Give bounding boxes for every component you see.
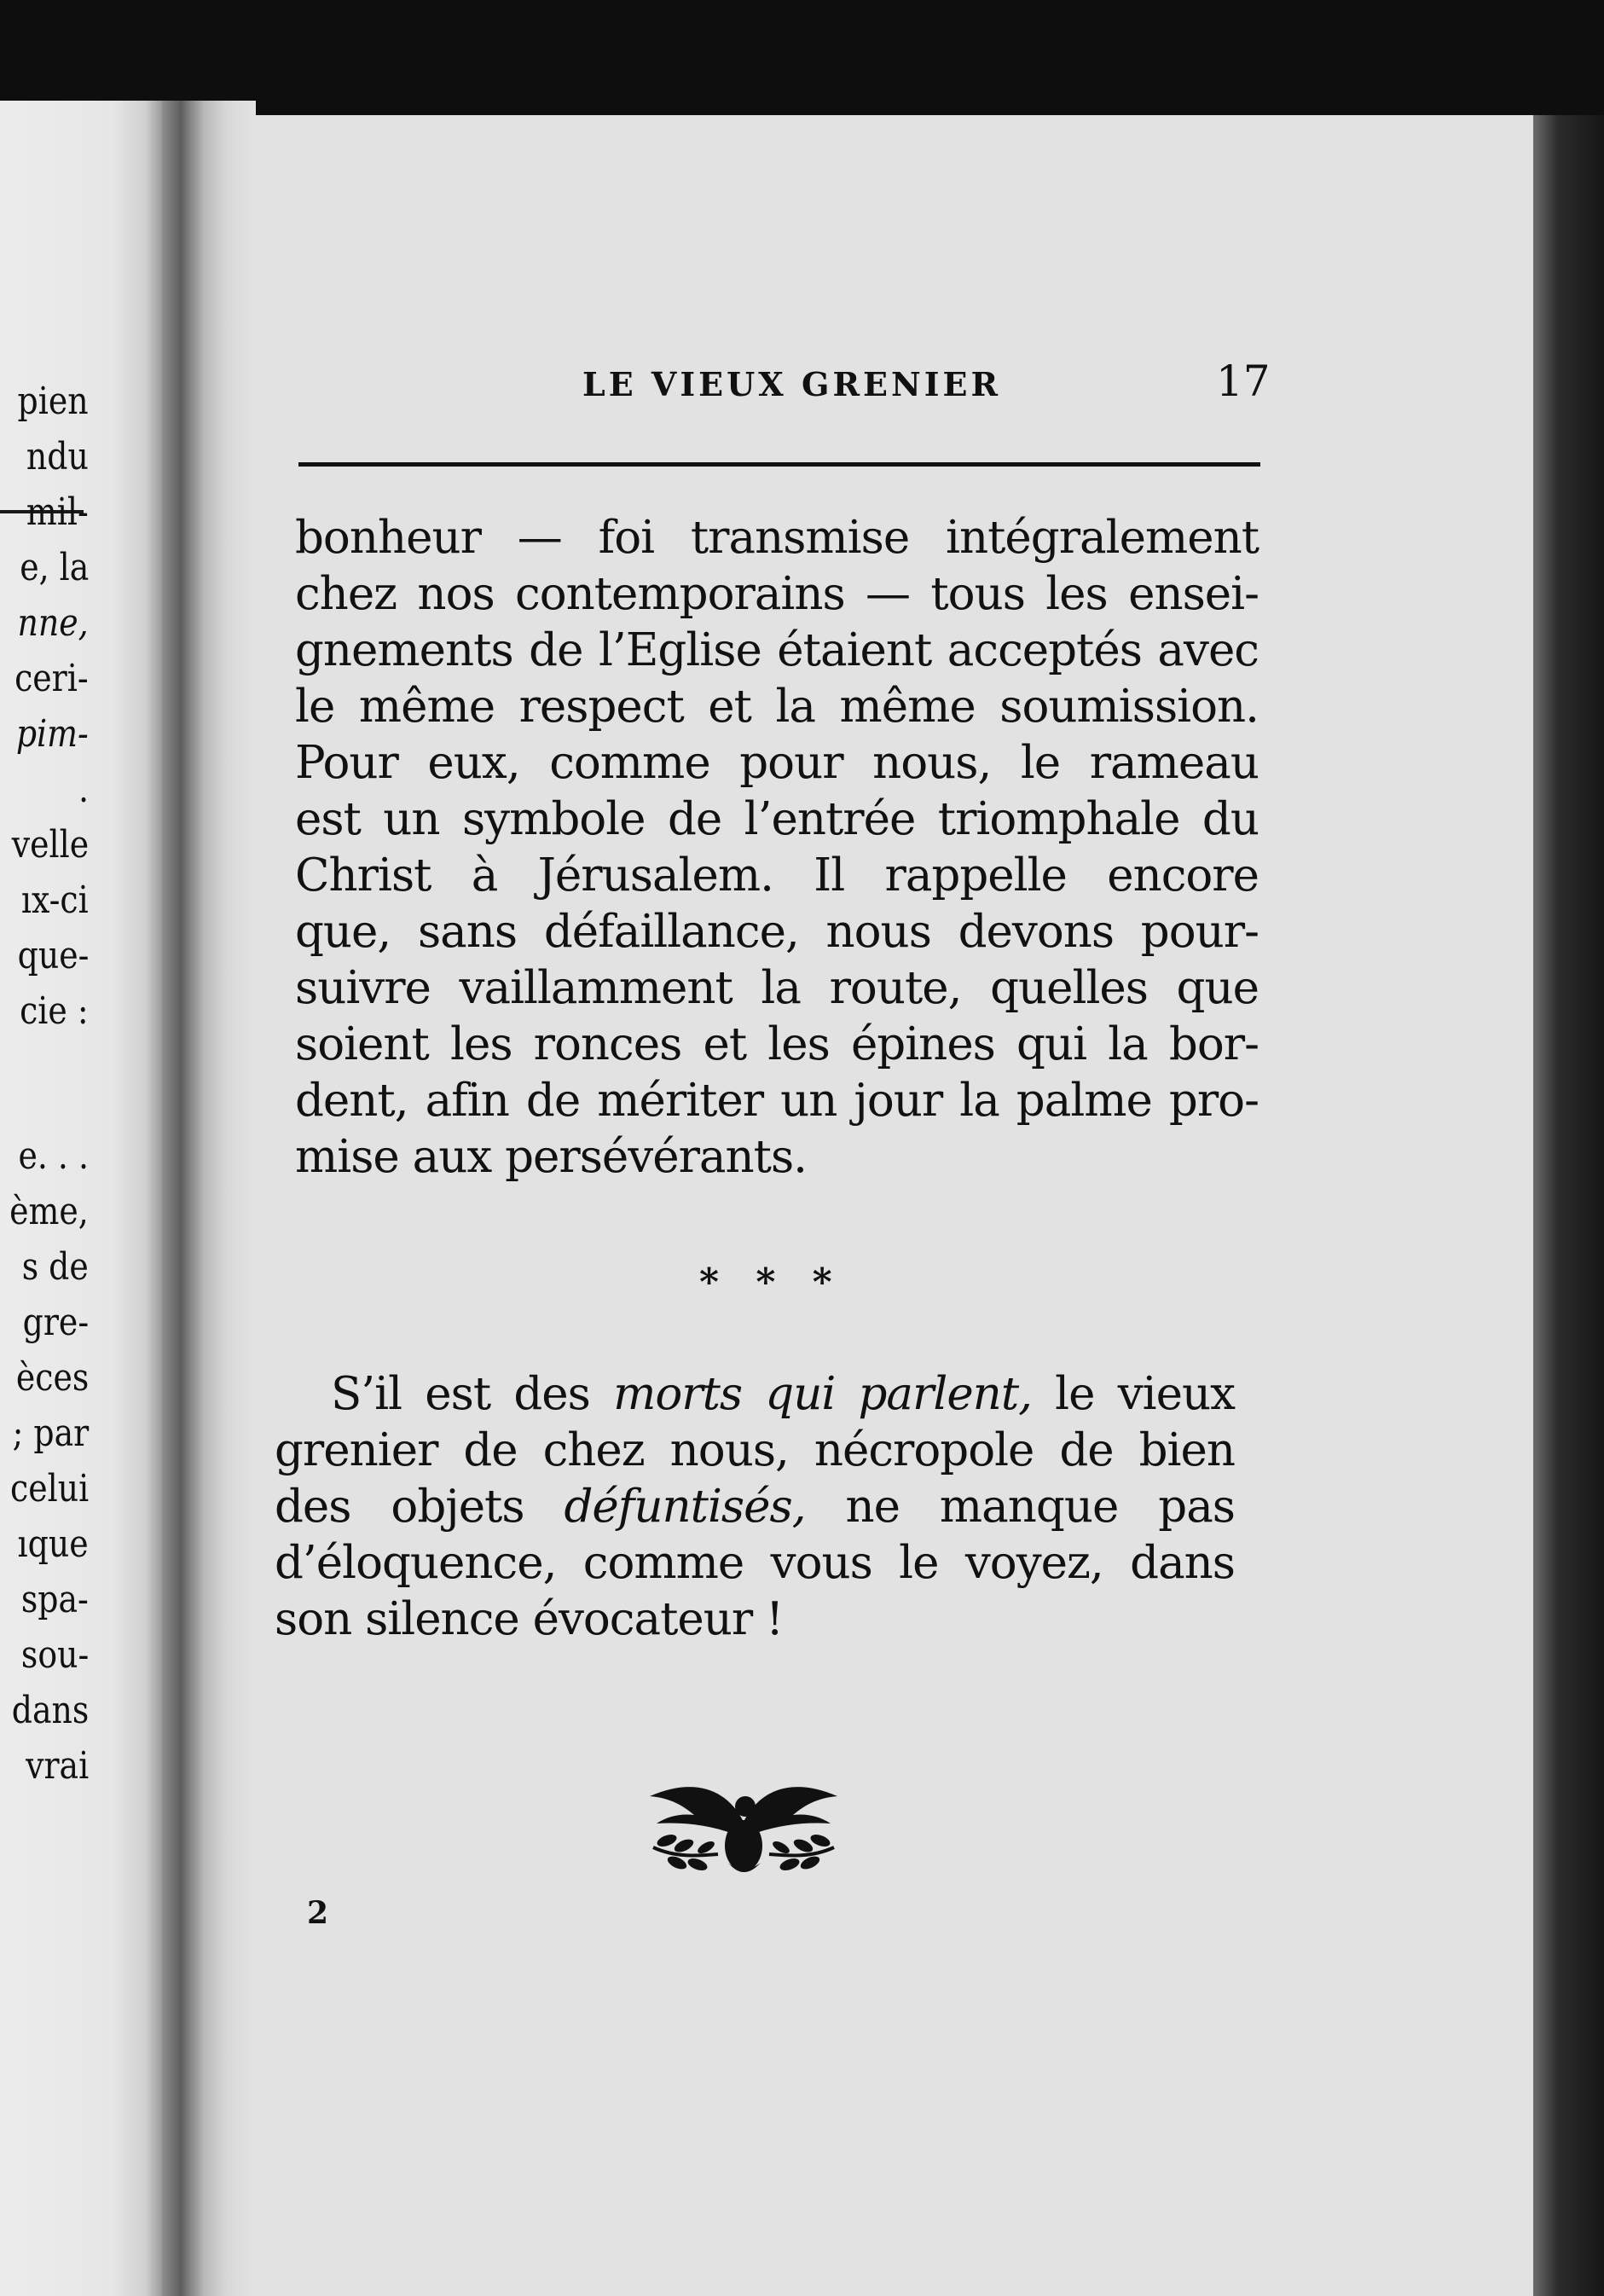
text-line: chez nos contemporains — tous les ensei-	[295, 568, 1259, 620]
text-line: Pour eux, comme pour nous, le rameau	[295, 737, 1259, 789]
eagle-fleuron-icon	[633, 1762, 854, 1886]
left-page-line: celui	[9, 1467, 89, 1510]
text-line: suivre vaillamment la route, quelles que	[295, 962, 1259, 1014]
left-page-line: èces	[15, 1356, 89, 1400]
left-page-line: que-	[17, 934, 89, 977]
left-page-line: dans	[11, 1689, 89, 1732]
italic-text: morts qui parlent,	[613, 1368, 1032, 1420]
text-line: bonheur — foi transmise intégralement	[295, 512, 1259, 564]
text-line: d’éloquence, comme vous le voyez, dans	[275, 1537, 1235, 1589]
left-page-line: e. . .	[18, 1134, 89, 1178]
left-page-line: ndu	[26, 435, 89, 478]
left-page-line: ; par	[12, 1412, 89, 1455]
text-line	[331, 1368, 1235, 1420]
page-edge-shadow	[1533, 115, 1604, 2296]
text-line: dent, afin de mériter un jour la palme pro-	[295, 1075, 1259, 1127]
left-page-line: velle	[11, 823, 89, 867]
text-line: grenier de chez nous, nécropole de bien	[275, 1424, 1235, 1476]
page-number: 17	[1216, 357, 1271, 406]
left-page-line: vrai	[25, 1744, 89, 1788]
left-page-line: pim-	[16, 712, 89, 756]
left-page-line: nne,	[17, 601, 89, 645]
text-line	[275, 1481, 1235, 1533]
header-rule	[298, 462, 1260, 467]
left-page-line: sou-	[20, 1633, 89, 1677]
left-page-line: gre-	[22, 1301, 89, 1344]
text-line: que, sans défaillance, nous devons pour-	[295, 906, 1259, 958]
left-page-line: s de	[21, 1245, 89, 1289]
left-page-line: ème,	[9, 1190, 89, 1233]
left-page-line: spa-	[21, 1578, 89, 1621]
asterism: * * *	[699, 1261, 844, 1304]
left-page-line: ıx-ci	[21, 878, 89, 922]
book-gutter	[162, 101, 256, 2296]
text-run: le vieux	[1031, 1368, 1235, 1420]
text-line: Christ à Jérusalem. Il rappelle encore	[295, 849, 1259, 902]
left-page-line: e, la	[19, 546, 89, 589]
text-run: ne manque pas	[805, 1481, 1235, 1533]
text-line: mise aux persévérants.	[295, 1131, 807, 1183]
text-line: son silence évocateur !	[275, 1593, 784, 1645]
left-page-line: .	[78, 768, 89, 811]
left-page-line: cie :	[20, 989, 89, 1033]
text-run: des objets	[275, 1481, 565, 1533]
running-title: LE VIEUX GRENIER	[582, 365, 1002, 403]
signature-mark: 2	[307, 1895, 329, 1931]
left-facing-page	[0, 101, 162, 2296]
text-line: est un symbole de l’entrée triomphale du	[295, 793, 1259, 845]
text-run: S’il est des	[331, 1368, 614, 1420]
text-line: le même respect et la même soumission.	[295, 681, 1259, 733]
left-page-line: ceri-	[14, 657, 89, 700]
text-line: soient les ronces et les épines qui la bor-	[295, 1018, 1259, 1070]
right-page	[256, 115, 1533, 2296]
left-page-line: ıque	[17, 1522, 89, 1566]
left-page-line: mil-	[26, 490, 89, 534]
italic-text: défuntisés,	[564, 1481, 806, 1533]
left-page-line: pien	[17, 380, 89, 423]
text-line: gnements de l’Eglise étaient acceptés avec	[295, 624, 1259, 676]
